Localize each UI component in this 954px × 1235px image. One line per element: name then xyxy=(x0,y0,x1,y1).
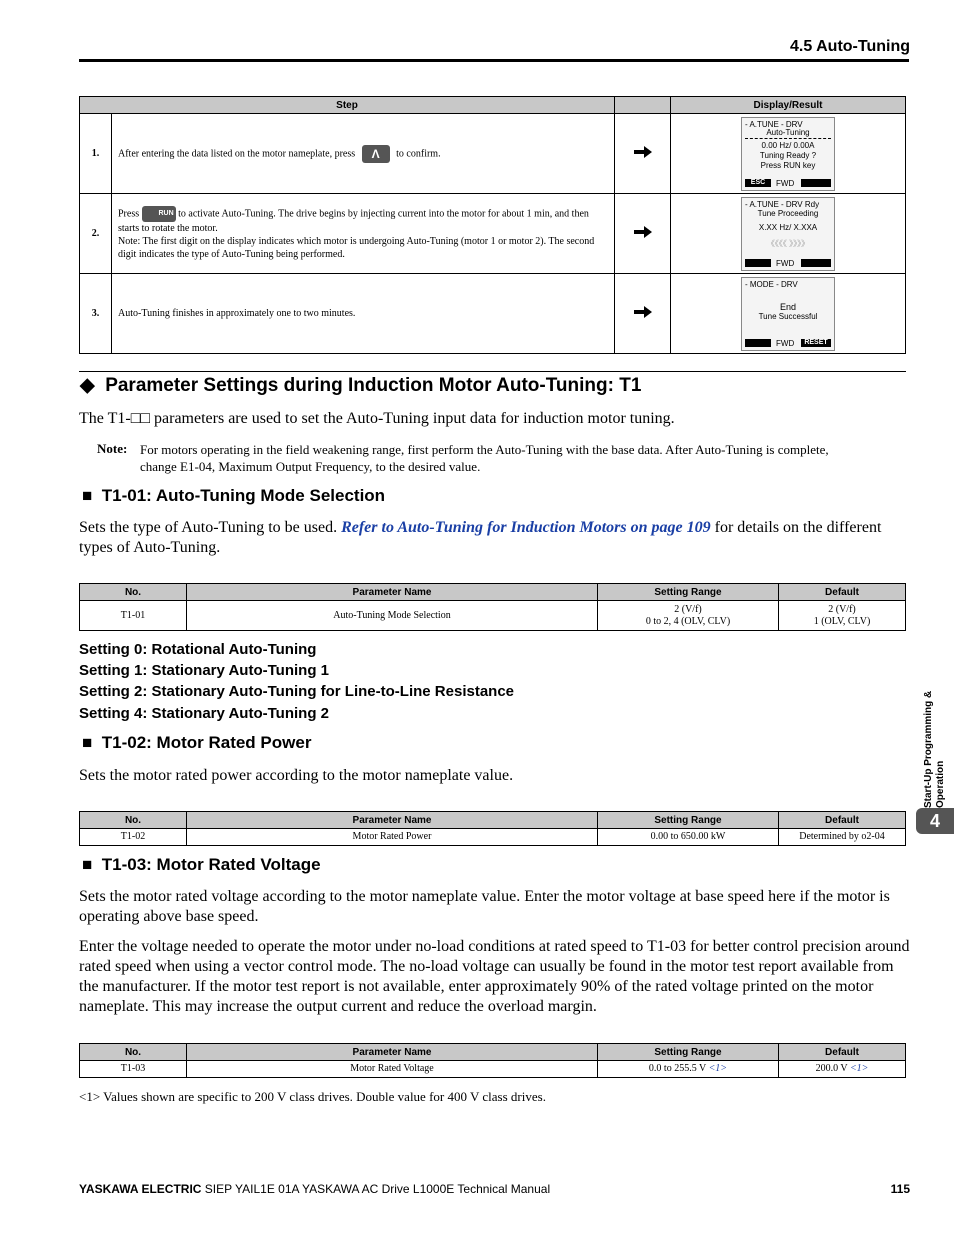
lcd-line: X.XX Hz/ X.XXA xyxy=(758,222,818,232)
cell-default: Determined by o2-04 xyxy=(779,829,906,846)
step-text-after: to confirm. xyxy=(396,147,441,159)
range-line: 0 to 2, 4 (OLV, CLV) xyxy=(645,615,731,627)
setting-0-heading: Setting 0: Rotational Auto-Tuning xyxy=(79,641,317,658)
col-no: No. xyxy=(80,584,187,601)
t1-01-heading-text: T1-01: Auto-Tuning Mode Selection xyxy=(101,486,386,505)
col-display: Display/Result xyxy=(671,97,906,114)
t1-01-heading xyxy=(82,486,385,506)
t1-03-parameter-table xyxy=(79,1043,906,1078)
step-text xyxy=(112,114,615,194)
setting-2-heading: Setting 2: Stationary Auto-Tuning for Line-to-Line Resistance xyxy=(79,683,515,700)
cell-range xyxy=(598,1061,779,1078)
fwd-indicator: FWD xyxy=(776,258,795,268)
setting-1-heading: Setting 1: Stationary Auto-Tuning 1 xyxy=(79,662,329,679)
fwd-indicator: FWD xyxy=(776,178,795,188)
lcd-line: Tune Proceeding xyxy=(757,208,819,218)
t1-02-heading xyxy=(82,733,311,753)
lcd-line: - MODE - DRV xyxy=(745,279,798,289)
header-rule xyxy=(79,59,909,62)
section-heading-text: Parameter Settings during Induction Motor Auto-Tuning: T1 xyxy=(105,375,642,396)
lcd-display xyxy=(671,114,906,194)
lcd-line: End xyxy=(779,301,796,312)
step-text: Auto-Tuning finishes in approximately one to two minutes. xyxy=(112,274,615,354)
arrow-right-icon xyxy=(615,194,671,274)
lcd-line: Tune Successful xyxy=(758,311,818,321)
reset-softkey: RESET xyxy=(801,339,831,347)
col-default: Default xyxy=(779,584,906,601)
t1-03-heading xyxy=(82,855,321,875)
cell-default xyxy=(779,601,906,631)
t1-03-paragraph-2: Enter the voltage needed to operate the motor under no-load conditions at rated speed to T1-03 for better control precision around rated speed when using a vector control mode. The no-load voltage can usually be found in the motor test report available from the manufacturer. If the motor test report is not available, enter approximately 90% of the rated voltage printed on the motor nameplate. This may increase the output current and reduce the overload margin. xyxy=(79,938,910,1015)
col-blank xyxy=(615,97,671,114)
diamond-icon: ◆ xyxy=(80,375,95,396)
chapter-side-tab xyxy=(917,660,947,810)
note-text: For motors operating in the field weakening range, first perform the Auto-Tuning with the base data. After Auto-Tuning is complete, change E1-04, Maximum Output Frequency, to the desired value. xyxy=(140,442,829,474)
run-key-label: RUN xyxy=(158,210,174,217)
arrow-right-icon xyxy=(615,274,671,354)
t1-01-text-after: for details on the different types of Auto-Tuning. xyxy=(79,519,882,556)
step-number: 1. xyxy=(80,114,112,194)
t1-03-paragraph-1: Sets the motor rated voltage according to the motor nameplate value. Enter the motor voltage at base speed here if the motor is operating above base speed. xyxy=(79,888,890,925)
t1-02-parameter-table xyxy=(79,811,906,846)
cell-range: 0.00 to 650.00 kW xyxy=(598,829,779,846)
table-row xyxy=(80,194,906,274)
auto-tuning-step-table xyxy=(79,96,906,354)
cell-name: Auto-Tuning Mode Selection xyxy=(187,601,598,631)
table-row xyxy=(80,829,906,846)
range-line: 2 (V/f) xyxy=(674,603,702,615)
up-key-icon: Λ xyxy=(362,145,390,163)
arrow-right-icon xyxy=(615,114,671,194)
t1-01-parameter-table xyxy=(79,583,906,631)
step-text-before: After entering the data listed on the motor nameplate, press xyxy=(118,147,356,159)
lcd-softkey-block xyxy=(801,179,831,187)
section-rule xyxy=(79,371,906,372)
lcd-line: - A.TUNE - DRV xyxy=(745,119,803,129)
lcd-softkey-block xyxy=(801,259,831,267)
col-range: Setting Range xyxy=(598,1044,779,1061)
footnote-marker: <1> xyxy=(79,1089,101,1104)
cell-name: Motor Rated Power xyxy=(187,829,598,846)
t1-01-text-before: Sets the type of Auto-Tuning to be used. xyxy=(79,519,342,536)
lcd-softkey-block xyxy=(745,259,771,267)
col-range: Setting Range xyxy=(598,812,779,829)
col-range: Setting Range xyxy=(598,584,779,601)
table-row xyxy=(80,114,906,194)
lcd-display xyxy=(671,274,906,354)
default-value: 200.0 V xyxy=(815,1063,848,1074)
fwd-indicator: FWD xyxy=(776,338,795,348)
col-default: Default xyxy=(779,1044,906,1061)
range-value: 0.0 to 255.5 V xyxy=(648,1063,707,1074)
col-name: Parameter Name xyxy=(187,812,598,829)
cell-no: T1-01 xyxy=(80,601,187,631)
run-key-icon xyxy=(142,206,176,222)
t1-02-description: Sets the motor rated power according to the motor nameplate value. xyxy=(79,767,514,784)
cell-no: T1-02 xyxy=(80,829,187,846)
col-default: Default xyxy=(779,812,906,829)
default-line: 1 (OLV, CLV) xyxy=(813,615,871,627)
step-number: 3. xyxy=(80,274,112,354)
step-text-main: to activate Auto-Tuning. The drive begins by injecting current into the motor for about 1 min, and then starts to rotate the motor. xyxy=(118,208,589,234)
esc-softkey: ESC xyxy=(745,179,771,187)
square-bullet-icon: ■ xyxy=(82,486,93,505)
step-note: Note: The first digit on the display indicates which motor is undergoing Auto-Tuning (motor 1 or motor 2). The second digit indicates the type of Auto-Tuning being performed. xyxy=(118,236,595,260)
step-number: 2. xyxy=(80,194,112,274)
table-row xyxy=(80,1061,906,1078)
square-bullet-icon: ■ xyxy=(82,855,93,874)
footer-document-title xyxy=(79,1182,550,1196)
chapter-side-tab-text: Start-Up Programming & Operation xyxy=(923,690,946,808)
footnote-ref-link[interactable]: <1> xyxy=(849,1063,869,1074)
lcd-line: - A.TUNE - DRV Rdy xyxy=(745,199,820,209)
t1-01-description xyxy=(79,518,909,558)
square-bullet-icon: ■ xyxy=(82,733,93,752)
lcd-line: Press RUN key xyxy=(760,160,816,170)
col-no: No. xyxy=(80,1044,187,1061)
t1-02-heading-text: T1-02: Motor Rated Power xyxy=(101,733,312,752)
table-row xyxy=(80,601,906,631)
footnote-ref-link[interactable]: <1> xyxy=(708,1063,728,1074)
col-step: Step xyxy=(80,97,615,114)
section-header-title: 4.5 Auto-Tuning xyxy=(790,38,910,55)
col-name: Parameter Name xyxy=(187,1044,598,1061)
lcd-line: 0.00 Hz/ 0.00A xyxy=(761,140,815,150)
footer-brand: YASKAWA ELECTRIC xyxy=(79,1182,202,1196)
section-heading xyxy=(80,374,641,397)
cell-default xyxy=(779,1061,906,1078)
cell-no: T1-03 xyxy=(80,1061,187,1078)
lcd-line: Auto-Tuning xyxy=(766,127,810,137)
note-label: Note: xyxy=(97,441,128,456)
lcd-display xyxy=(671,194,906,274)
step-text xyxy=(112,194,615,274)
page-number: 115 xyxy=(890,1182,910,1196)
lcd-line: Tuning Ready ? xyxy=(759,150,817,160)
progress-chevrons: 《《《《 》》》》 xyxy=(766,238,810,248)
xref-auto-tuning-link[interactable]: Refer to Auto-Tuning for Induction Motors on page 109 xyxy=(341,519,711,536)
col-no: No. xyxy=(80,812,187,829)
footnote-text: Values shown are specific to 200 V class drives. Double value for 400 V class drives. xyxy=(100,1089,546,1104)
default-line: 2 (V/f) xyxy=(828,603,856,615)
chapter-number-badge: 4 xyxy=(916,808,954,834)
cell-range xyxy=(598,601,779,631)
col-name: Parameter Name xyxy=(187,584,598,601)
footer-doc: SIEP YAIL1E 01A YASKAWA AC Drive L1000E Technical Manual xyxy=(201,1182,551,1196)
setting-4-heading: Setting 4: Stationary Auto-Tuning 2 xyxy=(79,705,329,722)
step-text-press: Press xyxy=(118,208,140,220)
section-intro: The T1-□□ parameters are used to set the Auto-Tuning input data for induction motor tuning. xyxy=(79,410,675,427)
table-footnote xyxy=(79,1089,546,1105)
table-row xyxy=(80,274,906,354)
lcd-softkey-block xyxy=(745,339,771,347)
t1-03-heading-text: T1-03: Motor Rated Voltage xyxy=(101,855,321,874)
cell-name: Motor Rated Voltage xyxy=(187,1061,598,1078)
